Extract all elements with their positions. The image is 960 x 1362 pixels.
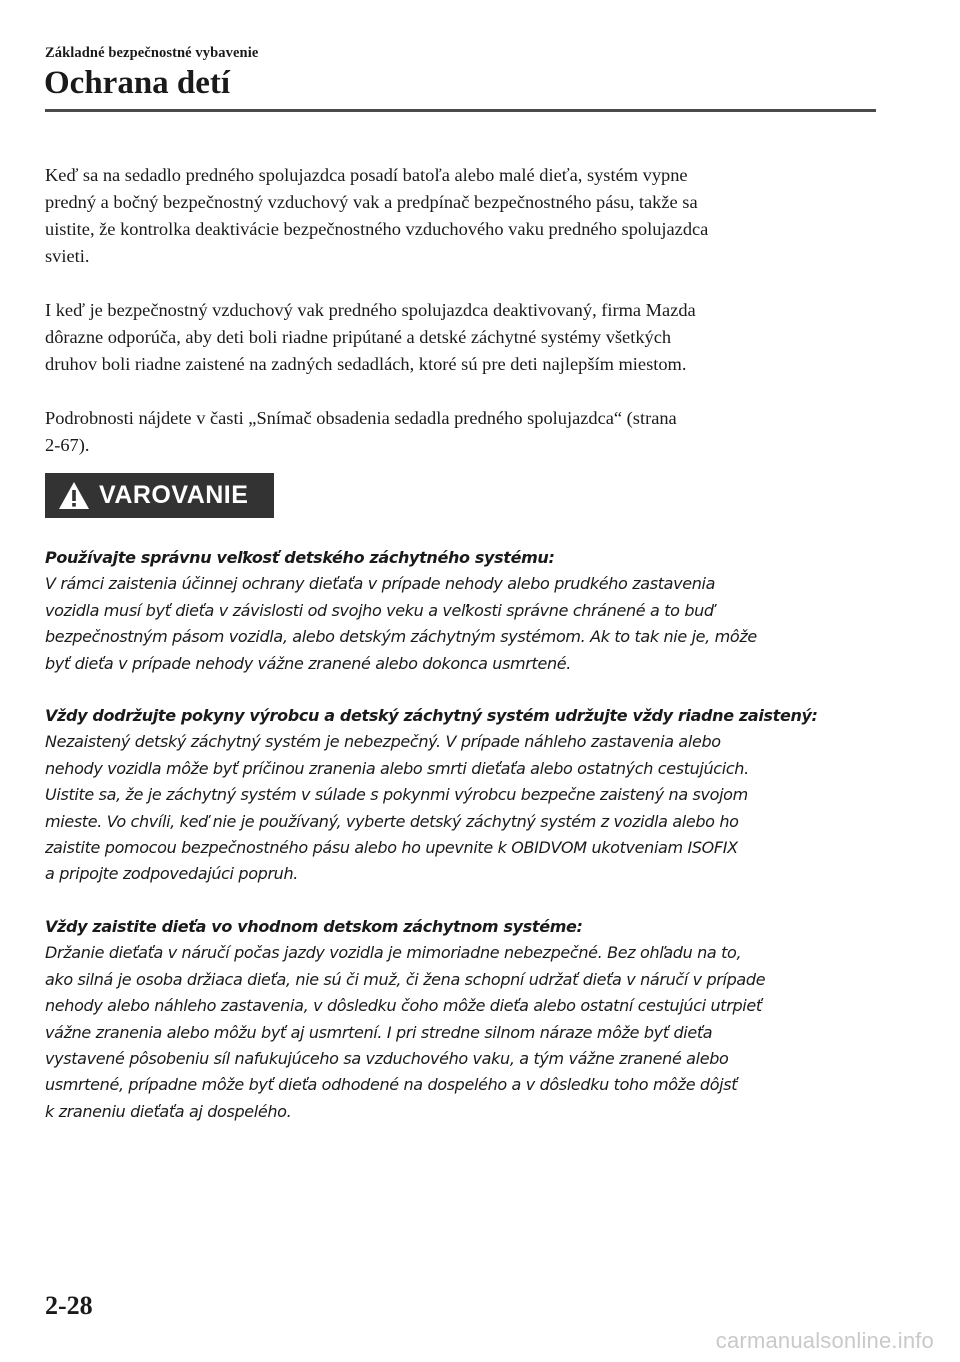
warning-heading: Vždy dodržujte pokyny výrobcu a detský záchytný systém udržujte vždy riadne zaistený: bbox=[45, 706, 818, 726]
warning-line: a pripojte zodpovedajúci popruh. bbox=[45, 864, 298, 884]
text-line: Podrobnosti nájdete v časti „Snímač obsadenia sedadla predného spolujazdca“ (strana bbox=[45, 408, 677, 428]
body-text bbox=[45, 162, 880, 486]
paragraph-child-seat-deactivation bbox=[45, 162, 880, 270]
warning-line: nehody vozidla môže byť príčinou zranenia alebo smrti dieťaťa alebo ostatných cestujúcich. bbox=[45, 758, 749, 778]
text-line: druhov boli riadne zaistené na zadných sedadlách, ktoré sú pre deti najlepším miestom. bbox=[45, 354, 687, 374]
warning-line: ako silná je osoba držiaca dieťa, nie sú či muž, či žena schopní udržať dieťa v náručí v prípade bbox=[45, 969, 766, 989]
text-line: predný a bočný bezpečnostný vzduchový vak a predpínač bezpečnostného pásu, takže sa bbox=[45, 192, 698, 212]
text-line: svieti. bbox=[45, 246, 90, 266]
warning-line: usmrtené, prípadne môže byť dieťa odhodené na dospelého a v dôsledku toho môže dôjsť bbox=[45, 1075, 738, 1095]
section-label: Základné bezpečnostné vybavenie bbox=[45, 45, 259, 61]
warning-line: mieste. Vo chvíli, keď nie je používaný, vyberte detský záchytný systém z vozidla alebo ho bbox=[45, 811, 739, 831]
warning-line: vozidla musí byť dieťa v závislosti od svojho veku a veľkosti správne chránené a to buď bbox=[45, 600, 714, 620]
page-number: 2-28 bbox=[45, 1291, 93, 1320]
warning-block-manufacturer-instructions bbox=[45, 703, 885, 888]
warning-block-seat-size bbox=[45, 545, 885, 677]
warning-line: Nezaistený detský záchytný systém je nebezpečný. V prípade náhleho zastavenia alebo bbox=[45, 732, 721, 752]
warning-content bbox=[45, 545, 885, 1151]
warning-line: k zraneniu dieťaťa aj dospelého. bbox=[45, 1101, 292, 1121]
text-line: 2-67). bbox=[45, 435, 90, 455]
text-line: uistite, že kontrolka deaktivácie bezpečnostného vzduchového vaku predného spolujazdca bbox=[45, 219, 709, 239]
paragraph-cross-reference bbox=[45, 405, 880, 459]
paragraph-mazda-recommendation bbox=[45, 297, 880, 378]
warning-line: Uistite sa, že je záchytný systém v súlade s pokynmi výrobcu bezpečne zaistený na svojom bbox=[45, 785, 748, 805]
warning-heading: Používajte správnu veľkosť detského záchytného systému: bbox=[45, 548, 555, 567]
warning-line: Držanie dieťaťa v náručí počas jazdy vozidla je mimoriadne nebezpečné. Bez ohľadu na to, bbox=[45, 943, 742, 963]
warning-line: V rámci zaistenia účinnej ochrany dieťaťa v prípade nehody alebo prudkého zastavenia bbox=[45, 574, 716, 594]
warning-line: byť dieťa v prípade nehody vážne zranené alebo dokonca usmrtené. bbox=[45, 653, 571, 673]
warning-triangle-icon bbox=[57, 480, 91, 512]
warning-line: nehody alebo náhleho zastavenia, v dôsledku čoho môže dieťa alebo ostatní cestujúci utrpieť bbox=[45, 996, 762, 1016]
warning-block-proper-restraint bbox=[45, 914, 885, 1125]
warning-line: vystavené pôsobeniu síl nafukujúceho sa vzduchového vaku, a tým vážne zranené alebo bbox=[45, 1048, 729, 1068]
text-line: Keď sa na sedadlo predného spolujazdca posadí batoľa alebo malé dieťa, systém vypne bbox=[45, 165, 688, 185]
page-title: Ochrana detí bbox=[44, 65, 231, 101]
warning-line: vážne zranenia alebo môžu byť aj usmrtení. I pri stredne silnom náraze môže byť dieťa bbox=[45, 1022, 713, 1042]
text-line: dôrazne odporúča, aby deti boli riadne pripútané a detské záchytné systémy všetkých bbox=[45, 327, 672, 347]
warning-line: bezpečnostným pásom vozidla, alebo detským záchytným systémom. Ak to tak nie je, môže bbox=[45, 627, 757, 647]
watermark: carmanualsonline.info bbox=[715, 1328, 934, 1353]
warning-heading: Vždy zaistite dieťa vo vhodnom detskom záchytnom systéme: bbox=[45, 916, 583, 936]
warning-label: VAROVANIE bbox=[99, 481, 249, 509]
warning-line: zaistite pomocou bezpečnostného pásu alebo ho upevnite k OBIDVOM ukotveniam ISOFIX bbox=[45, 838, 738, 858]
title-divider bbox=[45, 109, 876, 112]
warning-badge bbox=[45, 473, 274, 518]
text-line: I keď je bezpečnostný vzduchový vak predného spolujazdca deaktivovaný, firma Mazda bbox=[45, 300, 696, 320]
